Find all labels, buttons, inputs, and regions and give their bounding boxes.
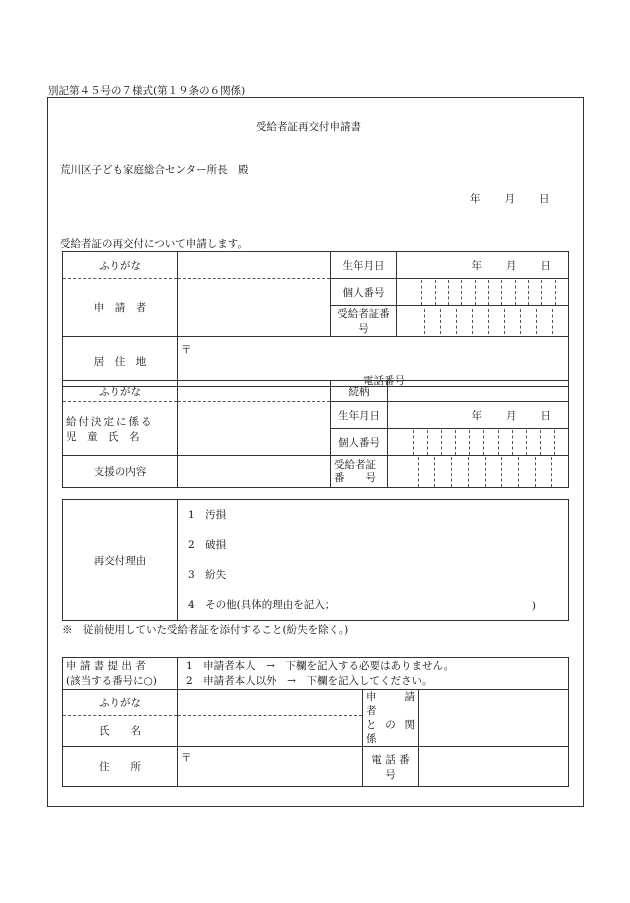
submitter-name-field[interactable] <box>178 715 363 746</box>
child-name-label: 給付決定に係る 児 童 氏 名 <box>63 402 178 456</box>
submitter-label: 申 請 書 提 出 者 (該当する番号に○) <box>63 658 178 690</box>
child-personal-no-label: 個人番号 <box>331 429 388 456</box>
day-label: 日 <box>539 193 550 205</box>
child-furigana-label: ふりがな <box>63 381 178 402</box>
form-title: 受給者証再交付申請書 <box>256 121 361 133</box>
submitter-option-self[interactable]: 1 申請者本人 → 下欄を記入する必要はありません。 <box>186 659 455 672</box>
child-relation-field[interactable] <box>388 381 569 402</box>
application-date[interactable] <box>470 191 550 206</box>
child-cert-no-label: 受給者証 番 号 <box>331 456 388 488</box>
child-personal-no-boxes[interactable] <box>388 429 569 456</box>
applicant-dob-year: 年 <box>471 259 482 272</box>
reason-label: 再交付理由 <box>63 500 178 621</box>
reason-damaged[interactable]: 2 破損 <box>188 539 227 551</box>
applicant-phone-label: 電話番号 <box>363 375 405 387</box>
intro-text: 受給者証の再交付について申請します。 <box>60 238 248 250</box>
reason-options[interactable] <box>178 500 569 621</box>
applicant-dob-field[interactable] <box>397 252 569 279</box>
applicant-furigana-label: ふりがな <box>63 252 178 279</box>
applicant-furigana-field[interactable] <box>178 252 331 279</box>
support-content-field[interactable] <box>178 456 331 488</box>
support-content-label: 支援の内容 <box>63 456 178 488</box>
child-dob-month: 月 <box>506 409 517 422</box>
postal-mark: 〒 <box>181 344 192 356</box>
applicant-cert-no-boxes[interactable] <box>397 306 569 337</box>
submitter-address-label: 住 所 <box>63 747 178 787</box>
submitter-options[interactable] <box>178 658 569 690</box>
applicant-child-table <box>62 251 569 387</box>
child-dob-field[interactable] <box>388 402 569 429</box>
submitter-phone-field[interactable] <box>419 747 569 787</box>
month-label: 月 <box>504 193 515 205</box>
child-dob-year: 年 <box>471 409 482 422</box>
child-dob-day: 日 <box>540 409 551 422</box>
child-furigana-field[interactable] <box>178 381 331 402</box>
applicant-personal-no-label: 個人番号 <box>331 279 397 306</box>
applicant-dob-label: 生年月日 <box>331 252 397 279</box>
child-relation-label: 続柄 <box>331 381 388 402</box>
applicant-name-label: 申 請 者 <box>63 279 178 337</box>
applicant-personal-no-boxes[interactable] <box>397 279 569 306</box>
submitter-postal-mark: 〒 <box>181 752 192 764</box>
submitter-furigana-field[interactable] <box>178 690 363 716</box>
applicant-dob-day: 日 <box>540 259 551 272</box>
reason-lost[interactable]: 3 紛失 <box>188 569 227 581</box>
applicant-cert-no-label: 受給者証番号 <box>331 306 397 337</box>
child-name-field[interactable] <box>178 402 331 456</box>
applicant-dob-month: 月 <box>506 259 517 272</box>
submitter-furigana-label: ふりがな <box>63 690 178 716</box>
submitter-relation-label: 申 請 者 と の 関 係 <box>363 690 419 747</box>
submitter-address-field[interactable] <box>178 747 363 787</box>
year-label: 年 <box>470 193 481 205</box>
submitter-table <box>62 657 569 787</box>
attachment-note: ※ 従前使用していた受給者証を添付すること(紛失を除く。) <box>62 624 349 636</box>
submitter-name-label: 氏 名 <box>63 715 178 746</box>
reason-other-close-paren: ) <box>531 600 536 612</box>
child-cert-no-boxes[interactable] <box>388 456 569 488</box>
applicant-address-field[interactable] <box>178 337 569 387</box>
child-table <box>62 380 569 488</box>
form-number-note: 別記第４５号の７様式(第１９条の６関係) <box>48 85 246 97</box>
submitter-phone-label: 電 話 番 号 <box>363 747 419 787</box>
reason-other[interactable]: 4 その他(具体的理由を記入； <box>188 599 336 611</box>
submitter-option-other[interactable]: 2 申請者本人以外 → 下欄を記入してください。 <box>186 674 433 687</box>
submitter-relation-field[interactable] <box>419 690 569 747</box>
child-dob-label: 生年月日 <box>331 402 388 429</box>
addressee: 荒川区子ども家庭総合センター所長 殿 <box>60 164 249 176</box>
reason-soiled[interactable]: 1 汚損 <box>188 509 227 521</box>
reason-table <box>62 499 569 621</box>
applicant-name-field[interactable] <box>178 279 331 337</box>
applicant-address-label: 居 住 地 <box>63 337 178 387</box>
